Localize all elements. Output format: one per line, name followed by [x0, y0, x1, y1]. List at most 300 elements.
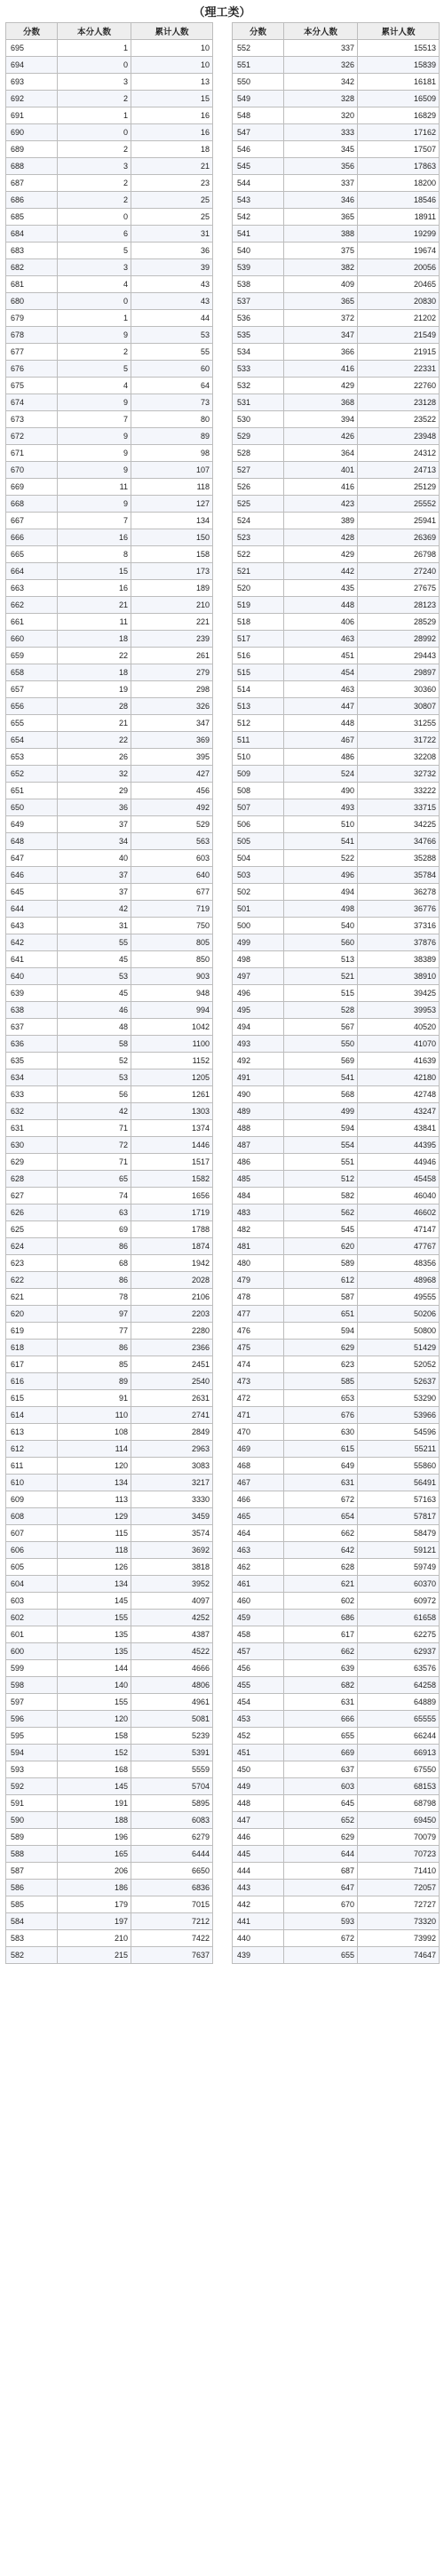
table-row — [233, 276, 440, 293]
cumulative-cell: 5081 — [131, 1711, 213, 1728]
count-cell: 655 — [284, 1728, 358, 1745]
score-cell: 595 — [6, 1728, 58, 1745]
cumulative-cell: 5559 — [131, 1761, 213, 1778]
score-cell: 499 — [233, 934, 284, 951]
count-cell: 120 — [58, 1711, 131, 1728]
table-row — [6, 293, 213, 310]
score-cell: 616 — [6, 1373, 58, 1390]
table-row — [6, 1660, 213, 1677]
table-row — [233, 1896, 440, 1913]
cumulative-cell: 71410 — [358, 1863, 440, 1880]
count-cell: 120 — [58, 1458, 131, 1475]
cumulative-cell: 3459 — [131, 1508, 213, 1525]
score-cell: 607 — [6, 1525, 58, 1542]
header-cumulative: 累计人数 — [131, 23, 213, 40]
count-cell: 0 — [58, 57, 131, 74]
count-cell: 152 — [58, 1745, 131, 1761]
table-row — [233, 378, 440, 394]
table-row — [6, 327, 213, 344]
count-cell: 522 — [284, 850, 358, 867]
table-row — [6, 1677, 213, 1694]
cumulative-cell: 36 — [131, 242, 213, 259]
cumulative-cell: 36278 — [358, 884, 440, 901]
score-cell: 549 — [233, 91, 284, 107]
count-cell: 191 — [58, 1795, 131, 1812]
table-row — [233, 158, 440, 175]
score-cell: 447 — [233, 1812, 284, 1829]
count-cell: 567 — [284, 1019, 358, 1036]
count-cell: 426 — [284, 428, 358, 445]
score-cell: 643 — [6, 918, 58, 934]
table-row — [233, 648, 440, 664]
cumulative-cell: 47767 — [358, 1238, 440, 1255]
count-cell: 21 — [58, 597, 131, 614]
score-cell: 508 — [233, 783, 284, 799]
cumulative-cell: 2280 — [131, 1323, 213, 1340]
score-cell: 627 — [6, 1188, 58, 1205]
score-cell: 639 — [6, 985, 58, 1002]
count-cell: 490 — [284, 783, 358, 799]
count-cell: 429 — [284, 378, 358, 394]
cumulative-cell: 21 — [131, 158, 213, 175]
score-cell: 605 — [6, 1559, 58, 1576]
score-cell: 620 — [6, 1306, 58, 1323]
cumulative-cell: 17507 — [358, 141, 440, 158]
count-cell: 428 — [284, 529, 358, 546]
count-cell: 113 — [58, 1491, 131, 1508]
cumulative-cell: 1374 — [131, 1120, 213, 1137]
count-cell: 108 — [58, 1424, 131, 1441]
cumulative-cell: 18546 — [358, 192, 440, 209]
table-row — [233, 1576, 440, 1593]
count-cell: 642 — [284, 1542, 358, 1559]
cumulative-cell: 173 — [131, 563, 213, 580]
count-cell: 7 — [58, 411, 131, 428]
cumulative-cell: 43 — [131, 276, 213, 293]
count-cell: 3 — [58, 74, 131, 91]
count-cell: 585 — [284, 1373, 358, 1390]
score-cell: 592 — [6, 1778, 58, 1795]
score-cell: 472 — [233, 1390, 284, 1407]
count-cell: 135 — [58, 1626, 131, 1643]
score-cell: 585 — [6, 1896, 58, 1913]
count-cell: 186 — [58, 1880, 131, 1896]
table-row — [6, 1593, 213, 1610]
score-cell: 542 — [233, 209, 284, 226]
cumulative-cell: 66913 — [358, 1745, 440, 1761]
score-cell: 683 — [6, 242, 58, 259]
table-row — [233, 732, 440, 749]
table-row — [233, 1002, 440, 1019]
score-cell: 516 — [233, 648, 284, 664]
cumulative-cell: 25941 — [358, 513, 440, 529]
count-cell: 2 — [58, 192, 131, 209]
table-row — [233, 985, 440, 1002]
cumulative-cell: 1152 — [131, 1053, 213, 1069]
cumulative-cell: 63576 — [358, 1660, 440, 1677]
count-cell: 11 — [58, 479, 131, 496]
cumulative-cell: 60972 — [358, 1593, 440, 1610]
count-cell: 37 — [58, 816, 131, 833]
cumulative-cell: 59749 — [358, 1559, 440, 1576]
score-cell: 673 — [6, 411, 58, 428]
cumulative-cell: 23 — [131, 175, 213, 192]
count-cell: 179 — [58, 1896, 131, 1913]
count-cell: 686 — [284, 1610, 358, 1626]
score-cell: 656 — [6, 698, 58, 715]
cumulative-cell: 38389 — [358, 951, 440, 968]
table-row — [233, 513, 440, 529]
cumulative-cell: 677 — [131, 884, 213, 901]
count-cell: 594 — [284, 1120, 358, 1137]
score-cell: 506 — [233, 816, 284, 833]
cumulative-cell: 5239 — [131, 1728, 213, 1745]
cumulative-cell: 53290 — [358, 1390, 440, 1407]
cumulative-cell: 529 — [131, 816, 213, 833]
cumulative-cell: 2540 — [131, 1373, 213, 1390]
cumulative-cell: 456 — [131, 783, 213, 799]
table-row — [6, 799, 213, 816]
table-row — [233, 1424, 440, 1441]
count-cell: 521 — [284, 968, 358, 985]
count-cell: 687 — [284, 1863, 358, 1880]
cumulative-cell: 62937 — [358, 1643, 440, 1660]
score-cell: 457 — [233, 1643, 284, 1660]
table-row — [233, 1272, 440, 1289]
count-cell: 326 — [284, 57, 358, 74]
count-cell: 612 — [284, 1272, 358, 1289]
cumulative-cell: 21915 — [358, 344, 440, 361]
count-cell: 394 — [284, 411, 358, 428]
score-cell: 482 — [233, 1221, 284, 1238]
count-cell: 28 — [58, 698, 131, 715]
table-row — [6, 1896, 213, 1913]
count-cell: 669 — [284, 1745, 358, 1761]
table-row — [6, 1019, 213, 1036]
score-cell: 546 — [233, 141, 284, 158]
count-cell: 145 — [58, 1778, 131, 1795]
score-cell: 473 — [233, 1373, 284, 1390]
count-cell: 9 — [58, 327, 131, 344]
score-cell: 601 — [6, 1626, 58, 1643]
count-cell: 56 — [58, 1086, 131, 1103]
table-row — [233, 124, 440, 141]
table-row — [233, 1559, 440, 1576]
score-cell: 456 — [233, 1660, 284, 1677]
score-cell: 651 — [6, 783, 58, 799]
table-row — [6, 631, 213, 648]
cumulative-cell: 27240 — [358, 563, 440, 580]
cumulative-cell: 25 — [131, 209, 213, 226]
cumulative-cell: 158 — [131, 546, 213, 563]
score-cell: 631 — [6, 1120, 58, 1137]
table-row — [6, 1441, 213, 1458]
count-cell: 442 — [284, 563, 358, 580]
cumulative-cell: 1656 — [131, 1188, 213, 1205]
score-cell: 591 — [6, 1795, 58, 1812]
score-cell: 677 — [6, 344, 58, 361]
table-row — [233, 1407, 440, 1424]
table-row — [6, 1559, 213, 1576]
cumulative-cell: 298 — [131, 681, 213, 698]
count-cell: 401 — [284, 462, 358, 479]
cumulative-cell: 52052 — [358, 1356, 440, 1373]
score-cell: 467 — [233, 1475, 284, 1491]
table-row — [6, 901, 213, 918]
score-cell: 495 — [233, 1002, 284, 1019]
cumulative-cell: 50800 — [358, 1323, 440, 1340]
cumulative-cell: 3952 — [131, 1576, 213, 1593]
table-row — [233, 1103, 440, 1120]
table-row — [6, 479, 213, 496]
count-cell: 486 — [284, 749, 358, 766]
score-cell: 588 — [6, 1846, 58, 1863]
header-count: 本分人数 — [58, 23, 131, 40]
score-cell: 458 — [233, 1626, 284, 1643]
score-table-right-body — [233, 40, 440, 1964]
cumulative-cell: 23948 — [358, 428, 440, 445]
count-cell: 77 — [58, 1323, 131, 1340]
count-cell: 662 — [284, 1525, 358, 1542]
cumulative-cell: 44946 — [358, 1154, 440, 1171]
cumulative-cell: 7015 — [131, 1896, 213, 1913]
cumulative-cell: 1719 — [131, 1205, 213, 1221]
table-row — [233, 1829, 440, 1846]
table-row — [6, 1306, 213, 1323]
score-cell: 635 — [6, 1053, 58, 1069]
cumulative-cell: 60370 — [358, 1576, 440, 1593]
cumulative-cell: 13 — [131, 74, 213, 91]
table-row — [233, 1947, 440, 1964]
cumulative-cell: 16 — [131, 124, 213, 141]
cumulative-cell: 64 — [131, 378, 213, 394]
cumulative-cell: 1042 — [131, 1019, 213, 1036]
score-cell: 681 — [6, 276, 58, 293]
count-cell: 0 — [58, 209, 131, 226]
score-cell: 444 — [233, 1863, 284, 1880]
table-row — [6, 1525, 213, 1542]
count-cell: 91 — [58, 1390, 131, 1407]
score-cell: 642 — [6, 934, 58, 951]
score-cell: 692 — [6, 91, 58, 107]
table-row — [233, 1188, 440, 1205]
score-cell: 513 — [233, 698, 284, 715]
count-cell: 71 — [58, 1154, 131, 1171]
score-cell: 497 — [233, 968, 284, 985]
cumulative-cell: 5895 — [131, 1795, 213, 1812]
table-row — [6, 1728, 213, 1745]
count-cell: 26 — [58, 749, 131, 766]
count-cell: 333 — [284, 124, 358, 141]
table-row — [6, 1778, 213, 1795]
count-cell: 366 — [284, 344, 358, 361]
table-row — [6, 732, 213, 749]
cumulative-cell: 38910 — [358, 968, 440, 985]
cumulative-cell: 17162 — [358, 124, 440, 141]
cumulative-cell: 189 — [131, 580, 213, 597]
cumulative-cell: 73 — [131, 394, 213, 411]
cumulative-cell: 4522 — [131, 1643, 213, 1660]
table-row — [233, 1356, 440, 1373]
count-cell: 541 — [284, 1069, 358, 1086]
table-row — [6, 226, 213, 242]
cumulative-cell: 5391 — [131, 1745, 213, 1761]
count-cell: 637 — [284, 1761, 358, 1778]
score-cell: 630 — [6, 1137, 58, 1154]
score-cell: 439 — [233, 1947, 284, 1964]
score-cell: 611 — [6, 1458, 58, 1475]
cumulative-cell: 59121 — [358, 1542, 440, 1559]
cumulative-cell: 58479 — [358, 1525, 440, 1542]
score-cell: 689 — [6, 141, 58, 158]
count-cell: 463 — [284, 631, 358, 648]
cumulative-cell: 56491 — [358, 1475, 440, 1491]
score-cell: 660 — [6, 631, 58, 648]
table-row — [6, 1610, 213, 1626]
table-row — [6, 1171, 213, 1188]
cumulative-cell: 719 — [131, 901, 213, 918]
count-cell: 134 — [58, 1475, 131, 1491]
table-row — [233, 74, 440, 91]
score-cell: 693 — [6, 74, 58, 91]
score-cell: 543 — [233, 192, 284, 209]
cumulative-cell: 46602 — [358, 1205, 440, 1221]
table-row — [233, 1154, 440, 1171]
table-row — [6, 175, 213, 192]
count-cell: 69 — [58, 1221, 131, 1238]
count-cell: 448 — [284, 715, 358, 732]
cumulative-cell: 44395 — [358, 1137, 440, 1154]
cumulative-cell: 32208 — [358, 749, 440, 766]
table-row — [233, 361, 440, 378]
count-cell: 328 — [284, 91, 358, 107]
score-cell: 494 — [233, 1019, 284, 1036]
score-cell: 632 — [6, 1103, 58, 1120]
score-cell: 540 — [233, 242, 284, 259]
cumulative-cell: 1205 — [131, 1069, 213, 1086]
score-cell: 684 — [6, 226, 58, 242]
table-row — [233, 1930, 440, 1947]
table-header-row — [233, 23, 440, 40]
count-cell: 188 — [58, 1812, 131, 1829]
score-cell: 636 — [6, 1036, 58, 1053]
table-row — [6, 1863, 213, 1880]
count-cell: 630 — [284, 1424, 358, 1441]
table-row — [233, 698, 440, 715]
score-cell: 481 — [233, 1238, 284, 1255]
count-cell: 45 — [58, 951, 131, 968]
count-cell: 365 — [284, 209, 358, 226]
table-row — [233, 833, 440, 850]
score-cell: 669 — [6, 479, 58, 496]
score-cell: 534 — [233, 344, 284, 361]
table-row — [233, 1019, 440, 1036]
score-cell: 551 — [233, 57, 284, 74]
table-row — [6, 1846, 213, 1863]
table-row — [233, 664, 440, 681]
cumulative-cell: 1261 — [131, 1086, 213, 1103]
table-row — [6, 1424, 213, 1441]
score-cell: 641 — [6, 951, 58, 968]
table-row — [233, 293, 440, 310]
score-cell: 685 — [6, 209, 58, 226]
count-cell: 89 — [58, 1373, 131, 1390]
count-cell: 16 — [58, 529, 131, 546]
count-cell: 129 — [58, 1508, 131, 1525]
score-cell: 527 — [233, 462, 284, 479]
score-cell: 661 — [6, 614, 58, 631]
count-cell: 589 — [284, 1255, 358, 1272]
count-cell: 389 — [284, 513, 358, 529]
table-row — [6, 1373, 213, 1390]
cumulative-cell: 50206 — [358, 1306, 440, 1323]
score-cell: 621 — [6, 1289, 58, 1306]
table-row — [6, 1069, 213, 1086]
count-cell: 423 — [284, 496, 358, 513]
table-row — [6, 766, 213, 783]
cumulative-cell: 45458 — [358, 1171, 440, 1188]
cumulative-cell: 1517 — [131, 1154, 213, 1171]
score-cell: 485 — [233, 1171, 284, 1188]
cumulative-cell: 26798 — [358, 546, 440, 563]
cumulative-cell: 47147 — [358, 1221, 440, 1238]
count-cell: 493 — [284, 799, 358, 816]
score-cell: 687 — [6, 175, 58, 192]
table-row — [233, 1643, 440, 1660]
cumulative-cell: 427 — [131, 766, 213, 783]
table-row — [233, 1390, 440, 1407]
table-row — [233, 1306, 440, 1323]
table-row — [233, 1863, 440, 1880]
cumulative-cell: 64258 — [358, 1677, 440, 1694]
cumulative-cell: 6836 — [131, 1880, 213, 1896]
score-cell: 680 — [6, 293, 58, 310]
score-cell: 637 — [6, 1019, 58, 1036]
table-row — [233, 681, 440, 698]
count-cell: 666 — [284, 1711, 358, 1728]
count-cell: 629 — [284, 1340, 358, 1356]
cumulative-cell: 1582 — [131, 1171, 213, 1188]
table-row — [233, 496, 440, 513]
score-cell: 633 — [6, 1086, 58, 1103]
score-cell: 594 — [6, 1745, 58, 1761]
table-row — [233, 310, 440, 327]
count-cell: 9 — [58, 445, 131, 462]
cumulative-cell: 603 — [131, 850, 213, 867]
score-cell: 686 — [6, 192, 58, 209]
table-row — [233, 1542, 440, 1559]
score-cell: 691 — [6, 107, 58, 124]
score-cell: 609 — [6, 1491, 58, 1508]
table-row — [233, 1373, 440, 1390]
cumulative-cell: 3330 — [131, 1491, 213, 1508]
score-cell: 451 — [233, 1745, 284, 1761]
count-cell: 46 — [58, 1002, 131, 1019]
cumulative-cell: 210 — [131, 597, 213, 614]
table-row — [233, 918, 440, 934]
table-row — [6, 850, 213, 867]
table-row — [6, 1053, 213, 1069]
table-row — [6, 1154, 213, 1171]
score-cell: 670 — [6, 462, 58, 479]
count-cell: 662 — [284, 1643, 358, 1660]
table-row — [233, 563, 440, 580]
count-cell: 4 — [58, 276, 131, 293]
count-cell: 652 — [284, 1812, 358, 1829]
score-cell: 502 — [233, 884, 284, 901]
cumulative-cell: 51429 — [358, 1340, 440, 1356]
count-cell: 22 — [58, 732, 131, 749]
